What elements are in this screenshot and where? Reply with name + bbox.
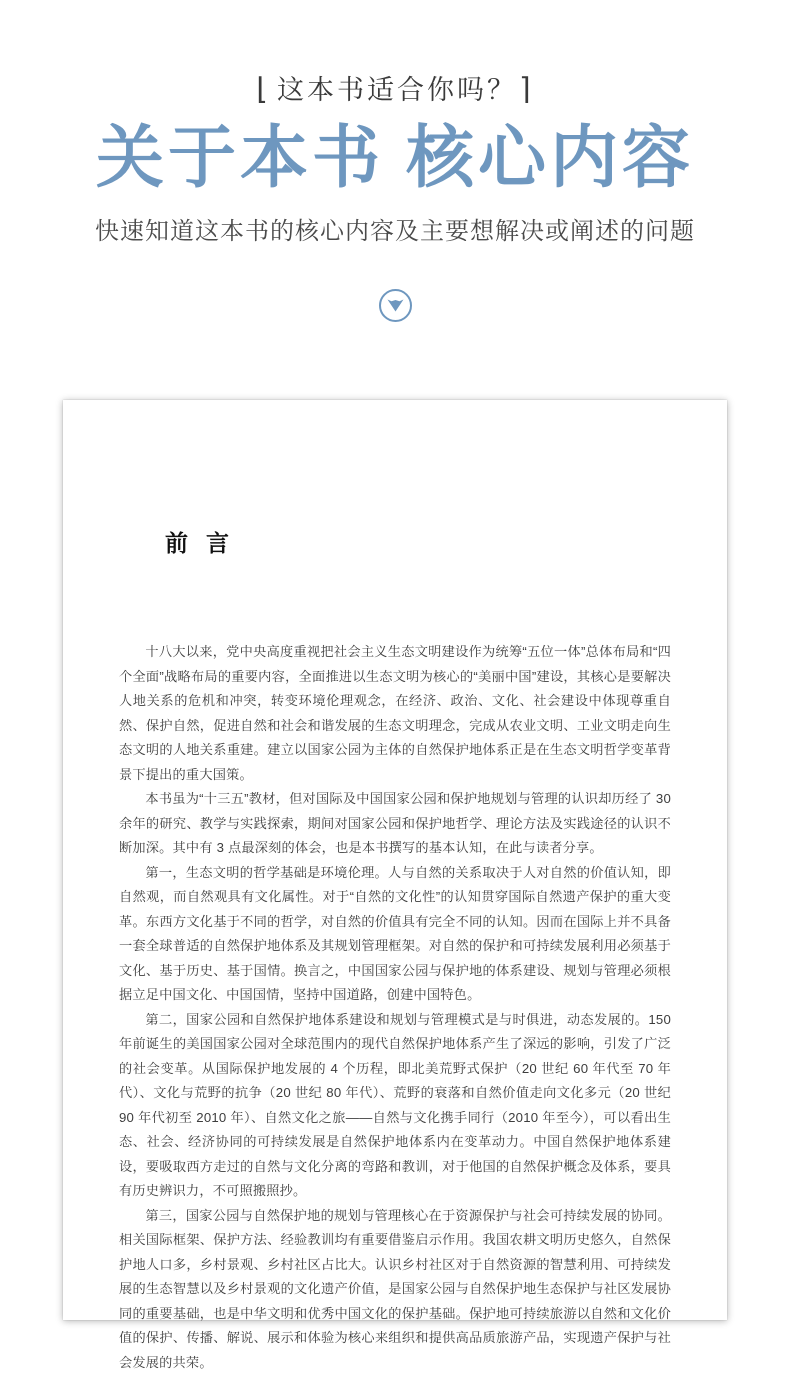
scroll-down-button[interactable] (379, 289, 412, 322)
page-title (0, 122, 790, 194)
eyebrow-tagline (0, 72, 790, 108)
book-page-content (63, 400, 727, 1375)
preface-heading-char-2: 言 (206, 530, 231, 556)
bracket-left-icon: ⌊ (256, 72, 271, 108)
paragraph: 十八大以来，党中央高度重视把社会主义生态文明建设作为统筹“五位一体”总体布局和“四个全面”战略布局的重要内容，全面推进以生态文明为核心的“美丽中国”建设，其核心是要解决人地关系的危机和冲突，转变环境伦理观念，在经济、政治、文化、社会建设中体现尊重自然、保护自然，促进自然和社会和谐发展的生态文明理念，完成从农业文明、工业文明走向生态文明的人地关系重建。建立以国家公园为主体的自然保护地体系正是在生态文明哲学变革背景下提出的重大国策。 (119, 640, 671, 787)
eyebrow-text: 这本书适合你吗？ (277, 75, 517, 105)
paragraph: 第二，国家公园和自然保护地体系建设和规划与管理模式是与时俱进，动态发展的。150 年前诞生的美国国家公园对全球范围内的现代自然保护地体系产生了深远的影响，引发了广泛的社会变革。从国际保护地发展的 4 个历程，即北美荒野式保护（20 世纪 60 年代至 70 年代）、文化与荒野的抗争（20 世纪 80 年代）、荒野的衰落和自然价值走向文化多元（20 世纪 90 年代初至 2010 年）、自然文化之旅——自然与文化携手同行（2010 年至今），可以看出生态、社会、经济协同的可持续发展是自然保护地体系内在变革动力。中国自然保护地体系建设，要吸取西方走过的自然与文化分离的弯路和教训，对于他国的自然保护概念及体系，要具有历史辨识力，不可照搬照抄。 (119, 1008, 671, 1204)
paragraph: 第一，生态文明的哲学基础是环境伦理。人与自然的关系取决于人对自然的价值认知，即自然观，而自然观具有文化属性。对于“自然的文化性”的认知贯穿国际自然遗产保护的重大变革。东西方文化基于不同的哲学，对自然的价值具有完全不同的认知。因而在国际上并不具备一套全球普适的自然保护地体系及其规划管理框架。对自然的保护和可持续发展利用必须基于文化、基于历史、基于国情。换言之，中国国家公园与保护地的体系建设、规划与管理必须根据立足中国文化、中国国情，坚持中国道路，创建中国特色。 (119, 861, 671, 1008)
promo-header (0, 0, 790, 322)
page-title-part-two: 核心内容 (406, 120, 694, 196)
chevron-down-icon (387, 299, 404, 312)
book-page-card (63, 400, 727, 1320)
paragraph: 本书虽为“十三五”教材，但对国际及中国国家公园和保护地规划与管理的认识却历经了 30 余年的研究、教学与实践探索，期间对国家公园和保护地哲学、理论方法及实践途径的认识不断加深。其中有 3 点最深刻的体会，也是本书撰写的基本认知，在此与读者分享。 (119, 787, 671, 861)
bracket-right-icon: ⌉ (519, 72, 534, 108)
paragraph: 第三，国家公园与自然保护地的规划与管理核心在于资源保护与社会可持续发展的协同。相关国际框架、保护方法、经验教训均有重要借鉴启示作用。我国农耕文明历史悠久，自然保护地人口多，乡村景观、乡村社区占比大。认识乡村社区对于自然资源的智慧利用、可持续发展的生态智慧以及乡村景观的文化遗产价值，是国家公园与自然保护地生态保护与社区发展协同的重要基础，也是中华文明和优秀中国文化的保护基础。保护地可持续旅游以自然和文化价值的保护、传播、解说、展示和体验为核心来组织和提供高品质旅游产品，实现遗产保护与社会发展的共荣。 (119, 1204, 671, 1375)
page-subtitle: 快速知道这本书的核心内容及主要想解决或阐述的问题 (0, 216, 790, 247)
preface-heading (165, 525, 671, 558)
preface-body (119, 640, 671, 1375)
scroll-hint (0, 289, 790, 322)
page-title-part-one: 关于本书 (96, 120, 384, 196)
preface-heading-char-1: 前 (165, 530, 190, 556)
